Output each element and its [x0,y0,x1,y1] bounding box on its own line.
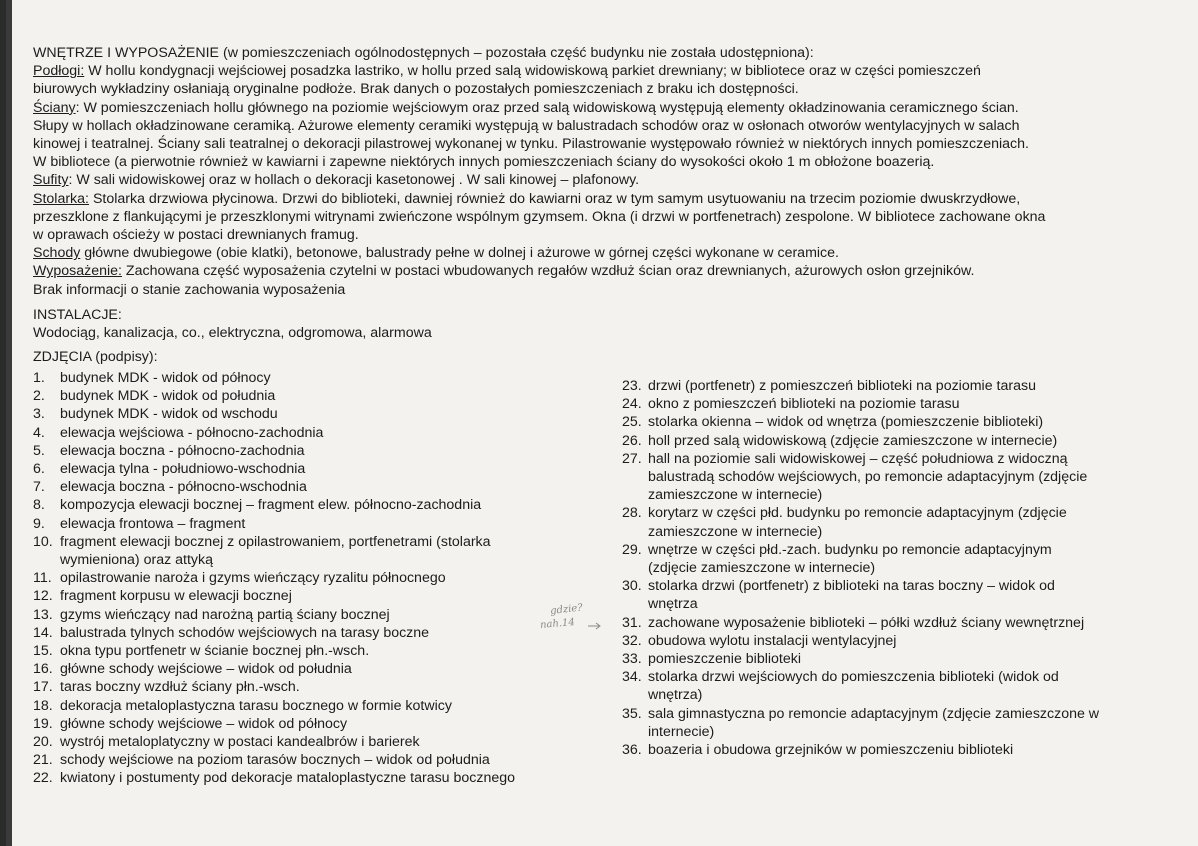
caption-number: 8. [33,497,45,514]
list-item [33,442,593,460]
caption-line: budynek MDK - widok od wschodu [60,406,278,423]
caption-text [60,496,593,514]
caption-line: opilastrowanie naroża i gzyms wieńczący ryzalitu północnego [60,570,446,587]
caption-line: zachowane wyposażenie biblioteki – półki wzdłuż ściany wewnętrznej [648,614,1085,631]
list-item [33,642,593,660]
caption-line: wnętrza [648,596,698,613]
caption-line: wymieniona) oraz attyką [60,552,213,569]
caption-number: 2. [33,388,45,405]
caption-text [60,733,593,751]
walls-line-2: Słupy w hollach okładzinowane ceramiką. Ażurowe elementy ceramiki występują w balustradach schodów oraz w osłonach otworów wentylacyjnych w salach [33,117,1020,134]
caption-text [648,504,1182,540]
caption-text [60,660,593,678]
list-item [622,541,1182,577]
joinery-label: Stolarka: [33,190,89,207]
list-item [33,697,593,715]
list-item [33,751,593,769]
caption-number: 26. [622,432,642,449]
caption-line: okna typu portfenetr w ścianie bocznej płn.-wsch. [60,643,370,660]
caption-line: schody wejściowe na poziom tarasów bocznych – widok od południa [60,752,490,769]
caption-text [648,650,1182,668]
caption-number: 10. [33,533,53,550]
caption-number: 4. [33,424,45,441]
caption-number: 5. [33,442,45,459]
caption-number: 17. [33,679,53,696]
caption-text [60,624,593,642]
walls-text-1: : W pomieszczeniach hollu głównego na poziomie wejściowym oraz przed salą widowiskową występują elementy okładzinowania ceramicznego ścian. [75,99,1019,116]
caption-number: 3. [33,406,45,423]
caption-number: 30. [622,578,642,595]
caption-number: 32. [622,632,642,649]
caption-line: gzyms wieńczący nad narożną partią ściany bocznej [60,606,390,623]
list-item [33,624,593,642]
caption-text [648,741,1182,759]
caption-text [60,405,593,423]
caption-line: dekoracja metaloplastyczna tarasu bocznego w formie kotwicy [60,697,452,714]
caption-line: stolarka drzwi wejściowych do pomieszczenia biblioteki (widok od [648,669,1059,686]
caption-number: 21. [33,752,53,769]
caption-text [648,632,1182,650]
caption-text [60,424,593,442]
list-item [33,496,593,514]
photos-heading: ZDJĘCIA (podpisy): [33,349,158,366]
caption-line: elewacja boczna - północno-zachodnia [60,442,305,459]
caption-line: korytarz w części płd. budynku po remoncie adaptacyjnym (zdjęcie [648,505,1067,522]
list-item [33,369,593,387]
caption-line: elewacja frontowa – fragment [60,515,246,532]
caption-number: 6. [33,461,45,478]
walls-line-3: kinowej i teatralnej. Ściany sali teatralnej o dekoracji pilastrowej wykonanej w tynku. Pilastrowanie występowało również w niektórych innych pomieszczeniach. [33,136,1029,153]
list-item [33,569,593,587]
caption-number: 24. [622,396,642,413]
handwritten-note-line-2: nah.14 [539,616,576,631]
list-item [33,587,593,605]
caption-text [60,460,593,478]
caption-number: 31. [622,614,642,631]
caption-line: elewacja wejściowa - północno-zachodnia [60,424,324,441]
caption-line: budynek MDK - widok od południa [60,388,276,405]
list-item [33,478,593,496]
floors-label: Podłogi: [33,63,85,80]
caption-text [60,478,593,496]
caption-number: 28. [622,505,642,522]
furnish-line-2: Brak informacji o stanie zachowania wyposażenia [33,281,346,298]
joinery-line-3: w oprawach ościeży w postaci drewnianych framug. [33,227,359,244]
caption-text [648,377,1182,395]
floors-line-2: biurowych wykładziny osłaniają oryginalne podłoże. Brak danych o pozostałych pomieszczeniach z braku ich dostępności. [33,81,799,98]
caption-line: obudowa wylotu instalacji wentylacyjnej [648,632,897,649]
caption-line: fragment elewacji bocznej z opilastrowaniem, portfenetrami (stolarka [60,533,491,550]
list-item [33,424,593,442]
caption-line: boazeria i obudowa grzejników w pomieszczeniu biblioteki [648,742,1014,759]
caption-number: 7. [33,479,45,496]
joinery-line-2: przeszklone z flankującymi je przeszklonymi witrynami zwieńczone wspólnym gzymsem. Okna (i drzwi w portfenetrach) zespolone. W bibliotece zachowane okna [33,208,1046,225]
stairs-label: Schody [33,245,81,262]
caption-text [60,606,593,624]
caption-text [60,369,593,387]
list-item [622,632,1182,650]
caption-number: 34. [622,669,642,686]
caption-text [648,577,1182,613]
caption-line: balustradą schodów wejściowych, po remoncie adaptacyjnym (zdjęcie [648,469,1088,486]
caption-number: 13. [33,606,53,623]
list-item [33,660,593,678]
caption-number: 29. [622,541,642,558]
caption-text [648,413,1182,431]
installations-text: Wodociąg, kanalizacja, co., elektryczna, odgromowa, alarmowa [33,325,432,342]
caption-line: holl przed salą widowiskową (zdjęcie zamieszczone w internecie) [648,432,1058,449]
caption-line: sala gimnastyczna po remoncie adaptacyjnym (zdjęcie zamieszczone w [648,705,1100,722]
list-item [33,733,593,751]
caption-text [648,705,1182,741]
caption-number: 33. [622,651,642,668]
caption-line: wnętrza) [648,687,703,704]
caption-text [648,614,1182,632]
floors-text-1: W hollu kondygnacji wejściowej posadzka lastriko, w hollu przed salą widowiskową parkiet drewniany; w bibliotece oraz w części pomieszczeń [84,63,981,80]
caption-line: drzwi (portfenetr) z pomieszczeń biblioteki na poziomie tarasu [648,378,1036,394]
installations-heading: INSTALACJE: [33,306,122,323]
caption-number: 12. [33,588,53,605]
ceilings-text: : W sali widowiskowej oraz w hollach o dekoracji kasetonowej . W sali kinowej – plafonowy. [68,172,640,189]
caption-text [60,751,593,769]
caption-line: internecie) [648,723,715,740]
caption-number: 27. [622,450,642,467]
caption-number: 1. [33,370,45,386]
handwritten-note-line-1: gdzie? [549,602,584,617]
walls-label: Ściany [33,99,76,116]
caption-line: kompozycja elewacji bocznej – fragment elew. północno-zachodnia [60,497,482,514]
caption-line: fragment korpusu w elewacji bocznej [60,588,292,605]
furnish-text-1: Zachowana część wyposażenia czytelni w postaci wbudowanych regałów wzdłuż ścian oraz drewnianych, ażurowych osłon grzejników. [121,263,975,280]
caption-number: 16. [33,661,53,678]
list-item [622,614,1182,632]
floors-line-1 [33,62,1173,80]
caption-line: wnętrze w części płd.-zach. budynku po remoncie adaptacyjnym [648,541,1052,558]
list-item [622,668,1182,704]
caption-line: elewacja tylna - południowo-wschodnia [60,461,306,478]
list-item [33,515,593,533]
list-item [622,413,1182,431]
caption-number: 22. [33,770,53,787]
caption-number: 19. [33,715,53,732]
list-item [622,395,1182,413]
list-item [622,741,1182,759]
caption-line: główne schody wejściowe – widok od północy [60,715,348,732]
caption-number: 14. [33,624,53,641]
caption-line: okno z pomieszczeń biblioteki na poziomie tarasu [648,396,960,413]
caption-text [60,587,593,605]
list-item [33,387,593,405]
caption-number: 23. [622,378,642,394]
list-item [622,432,1182,450]
scan-edge [6,0,12,846]
caption-line: (zdjęcie zamieszczone w internecie) [648,560,876,577]
caption-text [60,715,593,733]
photo-captions-right [622,377,1182,759]
caption-text [648,541,1182,577]
caption-text [60,678,593,696]
handwritten-arrow [588,623,600,629]
caption-line: elewacja boczna - północno-wschodnia [60,479,307,496]
list-item [33,769,593,787]
handwritten-note [538,598,608,636]
stairs-line [33,244,1173,262]
list-item [33,533,593,569]
caption-text [60,442,593,460]
caption-line: główne schody wejściowe – widok od południa [60,661,352,678]
caption-text [60,769,593,787]
list-item [33,715,593,733]
caption-line: stolarka drzwi (portfenetr) z biblioteki na taras boczny – widok od [648,578,1055,595]
ceilings-line [33,171,1173,189]
list-item [33,606,593,624]
caption-line: budynek MDK - widok od północy [60,370,271,386]
caption-text [648,668,1182,704]
caption-line: taras boczny wzdłuż ściany płn.-wsch. [60,679,300,696]
list-item [622,377,1182,395]
caption-line: balustrada tylnych schodów wejściowych na tarasy boczne [60,624,430,641]
list-item [622,577,1182,613]
caption-number: 25. [622,414,642,431]
list-item [33,678,593,696]
caption-text [648,395,1182,413]
list-item [33,405,593,423]
interior-heading: WNĘTRZE I WYPOSAŻENIE (w pomieszczeniach ogólnodostępnych – pozostała część budynku nie została udostępniona): [33,45,814,61]
caption-text [60,642,593,660]
caption-text [648,450,1182,505]
interior-section [33,44,1173,366]
caption-line: zamieszczone w internecie) [648,523,823,540]
caption-number: 11. [33,570,52,587]
joinery-line-1 [33,190,1173,208]
photo-captions-left [33,369,593,788]
caption-number: 18. [33,697,53,714]
caption-line: stolarka okienna – widok od wnętrza (pomieszczenie biblioteki) [648,414,1044,431]
caption-line: zamieszczone w internecie) [648,487,823,504]
joinery-text-1: Stolarka drzwiowa płycinowa. Drzwi do biblioteki, dawniej również do kawiarni oraz w tym samym usytuowaniu na trzecim poziomie dwuskrzydłowe, [89,190,1021,207]
list-item [622,450,1182,505]
caption-line: kwiatony i postumenty pod dekoracje mataloplastyczne tarasu bocznego [60,770,516,787]
furnish-label: Wyposażenie: [33,263,122,280]
list-item [622,504,1182,540]
caption-number: 15. [33,643,53,660]
caption-line: pomieszczenie biblioteki [648,651,801,668]
caption-text [60,515,593,533]
caption-text [60,569,593,587]
list-item [622,705,1182,741]
caption-number: 36. [622,742,642,759]
list-item [33,460,593,478]
stairs-text: główne dwubiegowe (obie klatki), betonowe, balustrady pełne w dolnej i ażurowe w górnej części wykonane w ceramice. [80,245,839,262]
furnish-line-1 [33,262,1173,280]
walls-line-4: W bibliotece (a pierwotnie również w kawiarni i zapewne niektórych innych pomieszczeniach ściany do wysokości około 1 m obłożone boazerią. [33,154,935,171]
caption-text [60,697,593,715]
list-item [622,650,1182,668]
walls-line-1 [33,99,1173,117]
caption-text [60,533,593,569]
caption-number: 35. [622,705,642,722]
caption-line: wystrój metaloplatyczny w postaci kandealbrów i barierek [60,734,420,751]
caption-number: 9. [33,515,45,532]
caption-text [60,387,593,405]
caption-text [648,432,1182,450]
caption-number: 20. [33,734,53,751]
caption-line: hall na poziomie sali widowiskowej – część południowa z widoczną [648,450,1068,467]
ceilings-label: Sufity [33,172,69,189]
